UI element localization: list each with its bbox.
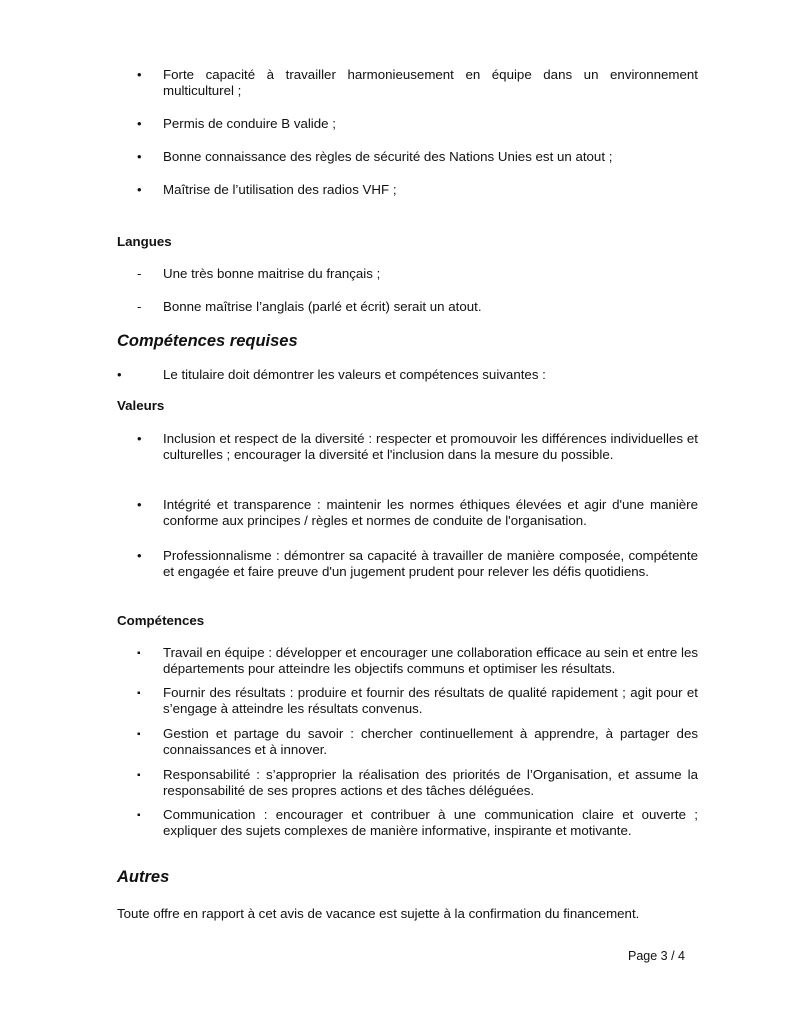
list-item: Inclusion et respect de la diversité : respecter et promouvoir les différences individuelles et culturelles ; encourager la diversité et l'inclusion dans la mesure du possible. [163, 431, 698, 462]
list-item: Forte capacité à travailler harmonieusement en équipe dans un environnement multiculturel ; [163, 67, 698, 98]
list-item: Fournir des résultats : produire et fournir des résultats de qualité rapidement ; agit pour et s’engage à atteindre les résultats convenus. [163, 685, 698, 716]
bullet-marker: • [137, 497, 142, 512]
list-item: Gestion et partage du savoir : chercher continuellement à apprendre, à partager des connaissances et à innover. [163, 726, 698, 757]
bullet-marker: • [137, 116, 142, 131]
square-bullet-marker: ▪ [137, 729, 141, 740]
bullet-marker: • [137, 548, 142, 563]
list-item: Une très bonne maitrise du français ; [163, 266, 381, 281]
langues-heading: Langues [117, 234, 172, 249]
list-item: Maîtrise de l’utilisation des radios VHF ; [163, 182, 397, 197]
page-number: Page 3 / 4 [628, 949, 685, 963]
dash-marker: - [137, 266, 142, 281]
list-item: Communication : encourager et contribuer à une communication claire et ouverte ; expliquer des sujets complexes de manière informative, inspirante et motivante. [163, 807, 698, 838]
square-bullet-marker: ▪ [137, 810, 141, 821]
list-item: Responsabilité : s’approprier la réalisation des priorités de l’Organisation, et assume la responsabilité de ses propres actions et des tâches déléguées. [163, 767, 698, 798]
autres-text: Toute offre en rapport à cet avis de vacance est sujette à la confirmation du financement. [117, 906, 640, 921]
list-item: Permis de conduire B valide ; [163, 116, 336, 131]
list-item: Bonne maîtrise l’anglais (parlé et écrit) serait un atout. [163, 299, 482, 314]
bullet-marker: • [137, 431, 142, 446]
list-item: Travail en équipe : développer et encourager une collaboration efficace au sein et entre les départements pour atteindre les objectifs communs et optimiser les résultats. [163, 645, 698, 676]
valeurs-heading: Valeurs [117, 398, 165, 413]
square-bullet-marker: ▪ [137, 648, 141, 659]
bullet-marker: • [137, 67, 142, 82]
autres-heading: Autres [117, 868, 170, 886]
list-item: Professionnalisme : démontrer sa capacité à travailler de manière composée, compétente et engagée et faire preuve d'un jugement prudent pour relever les défis quotidiens. [163, 548, 698, 579]
dash-marker: - [137, 299, 142, 314]
square-bullet-marker: ▪ [137, 688, 141, 699]
competences-intro: Le titulaire doit démontrer les valeurs et compétences suivantes : [163, 367, 546, 382]
bullet-marker: • [137, 149, 142, 164]
bullet-marker: • [117, 367, 122, 382]
competences-heading: Compétences [117, 613, 205, 628]
bullet-marker: • [137, 182, 142, 197]
list-item: Bonne connaissance des règles de sécurité des Nations Unies est un atout ; [163, 149, 613, 164]
square-bullet-marker: ▪ [137, 770, 141, 781]
competences-requises-heading: Compétences requises [117, 332, 298, 350]
list-item: Intégrité et transparence : maintenir les normes éthiques élevées et agir d'une manière conforme aux principes / règles et normes de conduite de l'organisation. [163, 497, 698, 528]
